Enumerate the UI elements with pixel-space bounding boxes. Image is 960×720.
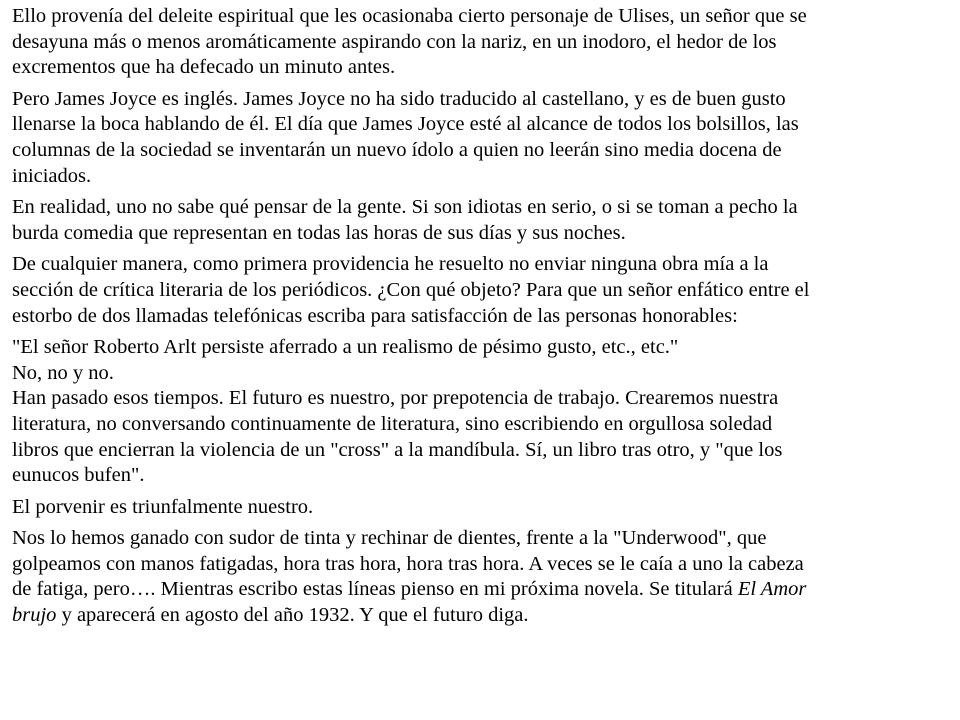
text-line: Ello provenía del deleite espiritual que les ocasionaba cierto personaje de Ulises, un señor que se <box>12 5 807 27</box>
text-line: iniciados. <box>12 164 92 187</box>
text-line: No, no y no. <box>12 361 114 384</box>
text-line: literatura, no conversando continuamente de literatura, sino escribiendo en orgullosa soledad <box>12 412 773 435</box>
text-line: columnas de la sociedad se inventarán un nuevo ídolo a quien no leerán sino media docena de <box>12 138 782 161</box>
text-line: De cualquier manera, como primera providencia he resuelto no enviar ninguna obra mía a la <box>12 253 769 276</box>
text-line: excrementos que ha defecado un minuto antes. <box>12 56 396 79</box>
text-line: Han pasado esos tiempos. El futuro es nuestro, por prepotencia de trabajo. Crearemos nuestra <box>12 387 779 410</box>
text-line: Pero James Joyce es inglés. James Joyce no ha sido traducido al castellano, y es de buen gusto <box>12 87 786 110</box>
text-line <box>12 577 952 603</box>
paragraph-james-joyce <box>12 87 952 189</box>
document-page <box>12 4 952 635</box>
paragraph-en-realidad <box>12 195 952 246</box>
text-line: eunucos bufen". <box>12 464 145 487</box>
paragraph-futuro-nuestro <box>12 335 952 489</box>
text-line: estorbo de dos llamadas telefónicas escriba para satisfacción de las personas honorables: <box>12 304 738 327</box>
text-segment: y aparecerá en agosto del año 1932. Y que el futuro diga. <box>61 604 529 627</box>
text-segment: de fatiga, pero…. Mientras escribo estas líneas pienso en mi próxima novela. Se titulará <box>12 578 733 601</box>
paragraph-porvenir <box>12 495 952 521</box>
novel-title: brujo <box>12 604 57 627</box>
novel-title: El Amor <box>737 578 807 601</box>
text-line: El porvenir es triunfalmente nuestro. <box>12 495 314 518</box>
text-line: burda comedia que representan en todas las horas de sus días y sus noches. <box>12 221 626 244</box>
text-line: golpeamos con manos fatigadas, hora tras hora, hora tras hora. A veces se le caía a uno la cabeza <box>12 552 804 575</box>
paragraph-critica-literaria <box>12 252 952 329</box>
text-line: "El señor Roberto Arlt persiste aferrado a un realismo de pésimo gusto, etc., etc." <box>12 336 679 359</box>
text-line: libros que encierran la violencia de un "cross" a la mandíbula. Sí, un libro tras otro, y "que los <box>12 438 783 461</box>
text-line: desayuna más o menos aromáticamente aspirando con la nariz, en un inodoro, el hedor de los <box>12 30 777 53</box>
text-line <box>12 603 952 629</box>
text-line: sección de crítica literaria de los periódicos. ¿Con qué objeto? Para que un señor enfático entre el <box>12 278 810 301</box>
paragraph-ulises <box>12 4 952 81</box>
paragraph-underwood <box>12 526 952 628</box>
text-line: En realidad, uno no sabe qué pensar de la gente. Si son idiotas en serio, o si se toman a pecho la <box>12 196 798 219</box>
text-line: Nos lo hemos ganado con sudor de tinta y rechinar de dientes, frente a la "Underwood", que <box>12 527 767 550</box>
text-line: llenarse la boca hablando de él. El día que James Joyce esté al alcance de todos los bolsillos, las <box>12 113 799 136</box>
